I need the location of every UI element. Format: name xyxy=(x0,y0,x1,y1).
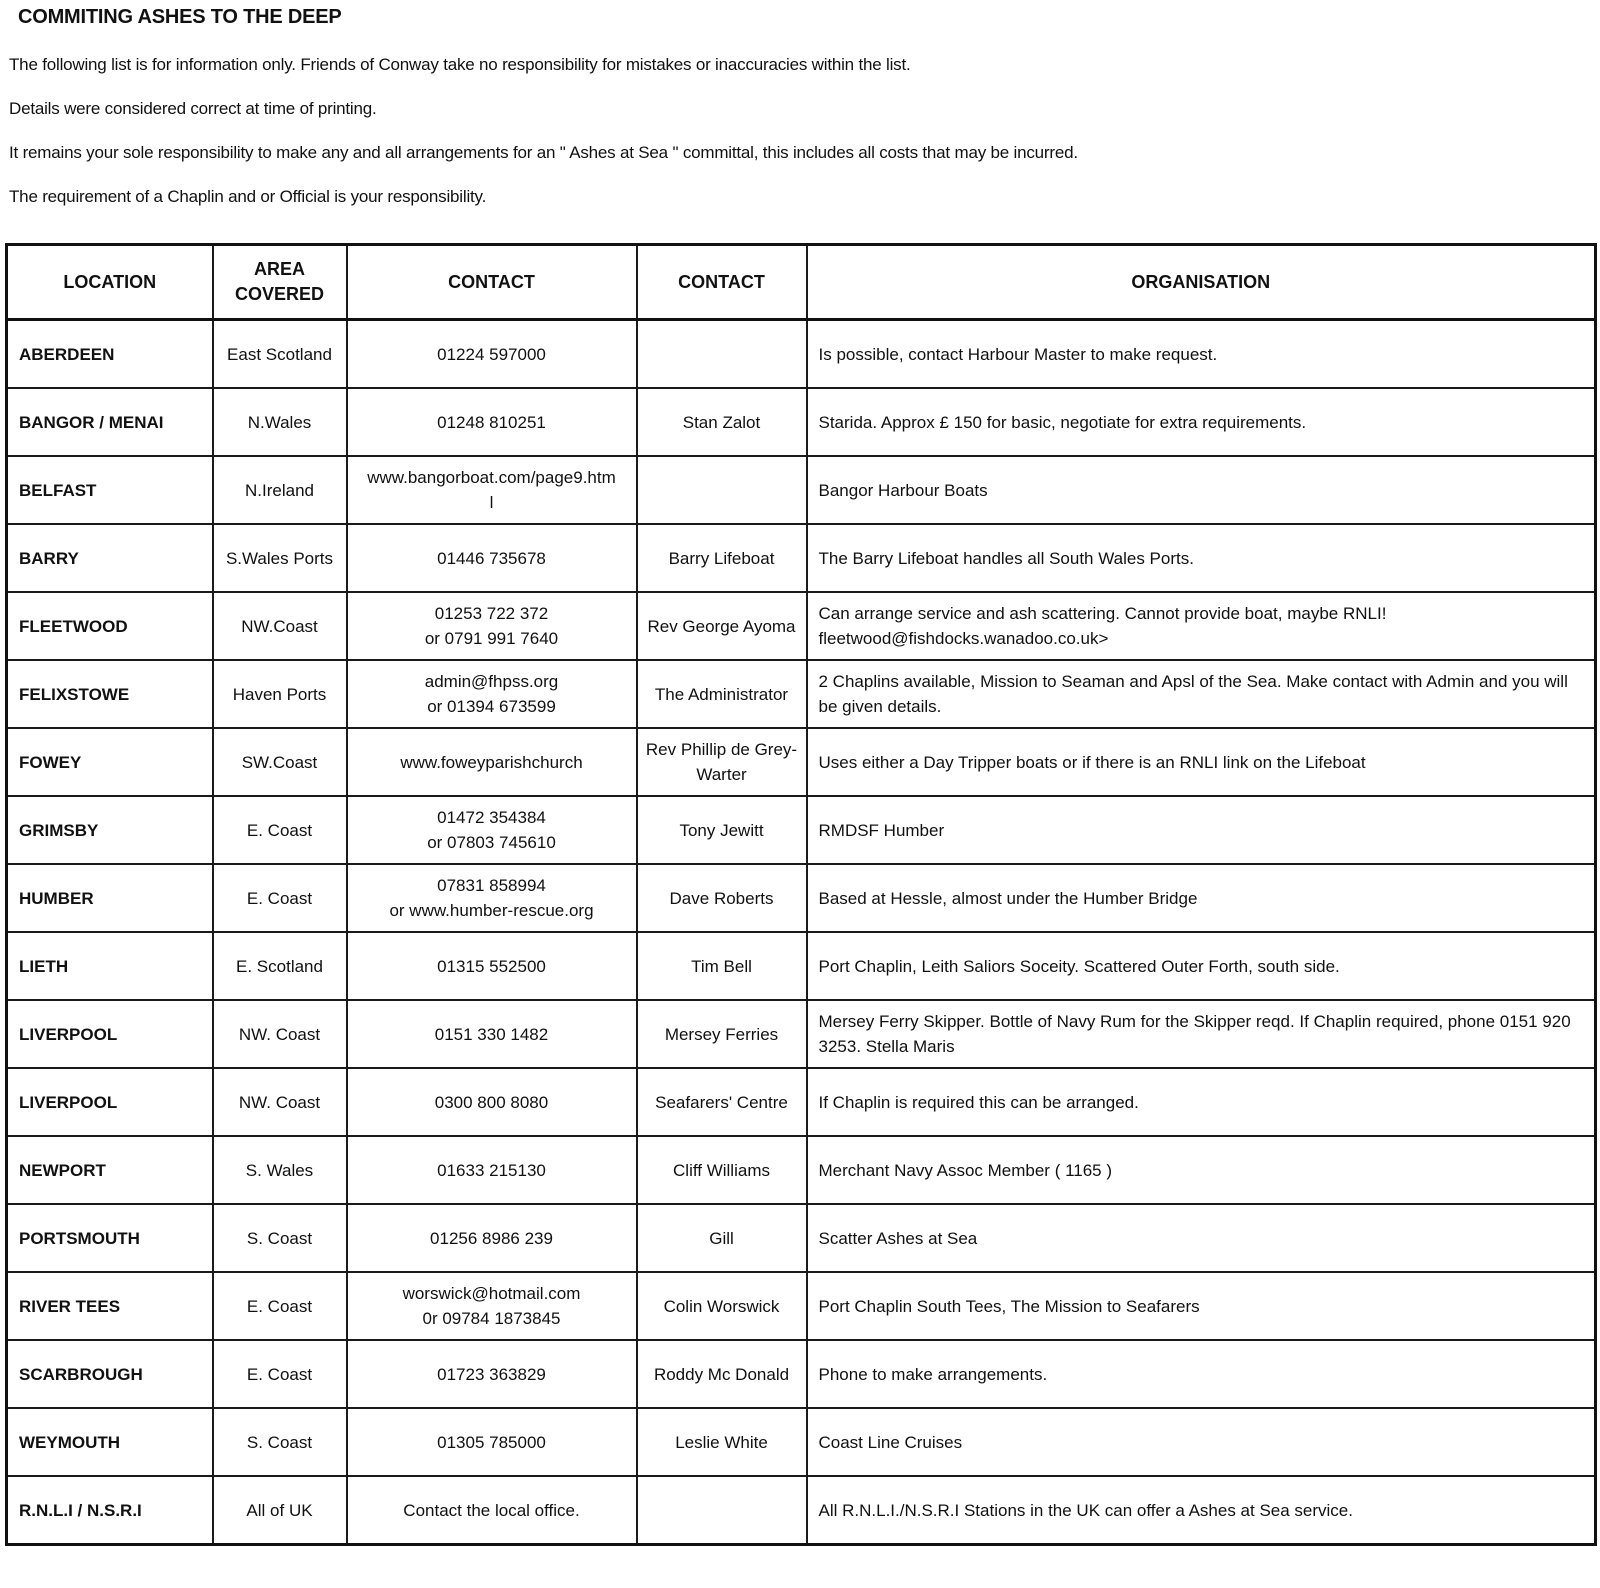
contact-name-cell xyxy=(637,728,807,796)
organisation-cell: Can arrange service and ash scattering. Cannot provide boat, maybe RNLI! fleetwood@fishdocks.wanadoo.co.uk> xyxy=(807,592,1596,660)
table-row xyxy=(7,728,1596,796)
contact-name-line: Rev George Ayoma xyxy=(647,616,796,636)
table-row xyxy=(7,456,1596,524)
document-title: COMMITING ASHES TO THE DEEP xyxy=(18,6,342,28)
disclaimer-paragraph: The following list is for information only. Friends of Conway take no responsibility for mistakes or inaccuracies within the list. xyxy=(9,55,911,74)
contact-name-cell xyxy=(637,1136,807,1204)
responsibility-paragraph: It remains your sole responsibility to make any and all arrangements for an " Ashes at Sea " committal, this includes all costs that may be incurred. xyxy=(9,143,1078,162)
area-covered-cell: E. Coast xyxy=(213,796,347,864)
area-covered-cell: S.Wales Ports xyxy=(213,524,347,592)
organisation-cell: Merchant Navy Assoc Member ( 1165 ) xyxy=(807,1136,1596,1204)
contact-detail-line: 01723 363829 xyxy=(437,1364,546,1384)
header-area-covered xyxy=(213,245,347,320)
contact-detail-cell xyxy=(347,1000,637,1068)
contact-name-cell xyxy=(637,320,807,389)
contact-detail-line: or www.humber-rescue.org xyxy=(389,901,594,920)
contact-detail-line: 07831 858994 xyxy=(437,876,546,895)
contact-detail-line: www.bangorboat.com/page9.htm xyxy=(367,468,616,487)
organisation-cell: Port Chaplin, Leith Saliors Soceity. Scattered Outer Forth, south side. xyxy=(807,932,1596,1000)
table-row xyxy=(7,320,1596,389)
contact-detail-cell xyxy=(347,1136,637,1204)
contact-detail-cell xyxy=(347,1476,637,1545)
area-covered-cell: East Scotland xyxy=(213,320,347,389)
table-row xyxy=(7,1000,1596,1068)
contact-detail-line: 01256 8986 239 xyxy=(430,1228,553,1248)
organisation-cell: Port Chaplin South Tees, The Mission to Seafarers xyxy=(807,1272,1596,1340)
contact-detail-line: l xyxy=(489,493,494,512)
organisation-cell: Based at Hessle, almost under the Humber Bridge xyxy=(807,864,1596,932)
area-covered-cell: NW. Coast xyxy=(213,1068,347,1136)
contact-detail-line: 01315 552500 xyxy=(437,956,546,976)
contact-name-line: Seafarers' Centre xyxy=(655,1092,788,1112)
organisation-cell: All R.N.L.I./N.S.R.I Stations in the UK can offer a Ashes at Sea service. xyxy=(807,1476,1596,1545)
area-covered-cell: E. Coast xyxy=(213,1272,347,1340)
contact-name-cell xyxy=(637,456,807,524)
contact-name-cell xyxy=(637,796,807,864)
area-covered-cell: E. Coast xyxy=(213,1340,347,1408)
contact-detail-line: Contact the local office. xyxy=(403,1500,580,1520)
location-cell: BARRY xyxy=(7,524,213,592)
area-covered-cell: All of UK xyxy=(213,1476,347,1545)
ashes-at-sea-table xyxy=(5,243,1597,1546)
contact-name-line: Barry Lifeboat xyxy=(668,548,775,568)
location-cell: RIVER TEES xyxy=(7,1272,213,1340)
contact-name-cell xyxy=(637,1272,807,1340)
contact-detail-cell xyxy=(347,660,637,728)
contact-detail-line: or 01394 673599 xyxy=(427,697,556,716)
header-area-line1: AREA xyxy=(253,259,305,279)
location-cell: SCARBROUGH xyxy=(7,1340,213,1408)
table-row xyxy=(7,1068,1596,1136)
location-cell: R.N.L.I / N.S.R.I xyxy=(7,1476,213,1545)
contact-name-cell xyxy=(637,592,807,660)
contact-detail-cell xyxy=(347,320,637,389)
contact-detail-cell xyxy=(347,1408,637,1476)
contact-name-cell xyxy=(637,864,807,932)
area-covered-cell: S. Wales xyxy=(213,1136,347,1204)
location-cell: BANGOR / MENAI xyxy=(7,388,213,456)
location-cell: NEWPORT xyxy=(7,1136,213,1204)
accuracy-paragraph: Details were considered correct at time of printing. xyxy=(9,99,377,118)
contact-name-cell xyxy=(637,1068,807,1136)
contact-detail-line: 0300 800 8080 xyxy=(434,1092,549,1112)
contact-name-cell xyxy=(637,660,807,728)
contact-detail-cell xyxy=(347,592,637,660)
area-covered-cell: N.Ireland xyxy=(213,456,347,524)
header-contact-2: CONTACT xyxy=(637,245,807,320)
contact-name-line: Leslie White xyxy=(675,1432,768,1452)
contact-name-line: The Administrator xyxy=(654,684,789,704)
contact-name-line: Roddy Mc Donald xyxy=(653,1364,790,1384)
contact-name-cell xyxy=(637,932,807,1000)
contact-detail-cell xyxy=(347,1272,637,1340)
contact-detail-line: 01446 735678 xyxy=(437,548,546,568)
location-cell: LIVERPOOL xyxy=(7,1068,213,1136)
table-row xyxy=(7,932,1596,1000)
table-row xyxy=(7,388,1596,456)
organisation-cell: 2 Chaplins available, Mission to Seaman and Apsl of the Sea. Make contact with Admin and you will be given details. xyxy=(807,660,1596,728)
table-row xyxy=(7,524,1596,592)
header-organisation: ORGANISATION xyxy=(807,245,1596,320)
location-cell: HUMBER xyxy=(7,864,213,932)
area-covered-cell: E. Coast xyxy=(213,864,347,932)
location-cell: FLEETWOOD xyxy=(7,592,213,660)
contact-detail-line: or 0791 991 7640 xyxy=(424,629,559,648)
organisation-cell: Mersey Ferry Skipper. Bottle of Navy Rum for the Skipper reqd. If Chaplin required, phone 0151 920 3253. Stella Maris xyxy=(807,1000,1596,1068)
contact-name-line: Mersey Ferries xyxy=(664,1024,779,1044)
contact-detail-line: 01248 810251 xyxy=(437,412,546,432)
contact-name-line: Stan Zalot xyxy=(682,412,761,432)
contact-detail-cell xyxy=(347,1068,637,1136)
contact-detail-line: www.foweyparishchurch xyxy=(400,752,583,772)
area-covered-cell: S. Coast xyxy=(213,1408,347,1476)
contact-detail-cell xyxy=(347,864,637,932)
contact-detail-line: 0r 09784 1873845 xyxy=(422,1309,561,1328)
contact-name-cell xyxy=(637,524,807,592)
organisation-cell: Phone to make arrangements. xyxy=(807,1340,1596,1408)
contact-detail-line: worswick@hotmail.com xyxy=(402,1284,581,1303)
table-row xyxy=(7,796,1596,864)
area-covered-cell: Haven Ports xyxy=(213,660,347,728)
organisation-cell: Scatter Ashes at Sea xyxy=(807,1204,1596,1272)
contact-name-line: Rev Phillip de Grey- xyxy=(645,740,798,759)
contact-detail-line: 01224 597000 xyxy=(437,344,546,364)
location-cell: WEYMOUTH xyxy=(7,1408,213,1476)
contact-name-line: Warter xyxy=(696,765,747,784)
chaplin-paragraph: The requirement of a Chaplin and or Official is your responsibility. xyxy=(9,187,487,206)
contact-name-line: Dave Roberts xyxy=(669,888,774,908)
area-covered-cell: S. Coast xyxy=(213,1204,347,1272)
contact-name-line: Cliff Williams xyxy=(673,1160,770,1180)
contact-detail-cell xyxy=(347,456,637,524)
contact-name-cell xyxy=(637,1204,807,1272)
contact-name-line: Tim Bell xyxy=(691,956,752,976)
organisation-cell: Coast Line Cruises xyxy=(807,1408,1596,1476)
location-cell: LIVERPOOL xyxy=(7,1000,213,1068)
location-cell: FOWEY xyxy=(7,728,213,796)
contact-detail-cell xyxy=(347,1204,637,1272)
location-cell: PORTSMOUTH xyxy=(7,1204,213,1272)
contact-name-line: Colin Worswick xyxy=(663,1296,780,1316)
header-contact-1: CONTACT xyxy=(347,245,637,320)
area-covered-cell: SW.Coast xyxy=(213,728,347,796)
contact-name-line: Gill xyxy=(709,1228,734,1248)
organisation-cell: Is possible, contact Harbour Master to make request. xyxy=(807,320,1596,389)
contact-name-cell xyxy=(637,388,807,456)
header-location: LOCATION xyxy=(7,245,213,320)
location-cell: BELFAST xyxy=(7,456,213,524)
contact-detail-line: admin@fhpss.org xyxy=(424,672,559,691)
organisation-cell: Uses either a Day Tripper boats or if there is an RNLI link on the Lifeboat xyxy=(807,728,1596,796)
table-row xyxy=(7,1272,1596,1340)
table-row xyxy=(7,1204,1596,1272)
contact-detail-line: 01633 215130 xyxy=(437,1160,546,1180)
location-cell: GRIMSBY xyxy=(7,796,213,864)
organisation-cell: If Chaplin is required this can be arranged. xyxy=(807,1068,1596,1136)
contact-name-cell xyxy=(637,1340,807,1408)
contact-name-line: Tony Jewitt xyxy=(679,820,764,840)
contact-detail-cell xyxy=(347,1340,637,1408)
contact-detail-line: 01305 785000 xyxy=(437,1432,546,1452)
contact-name-cell xyxy=(637,1476,807,1545)
area-covered-cell: E. Scotland xyxy=(213,932,347,1000)
contact-name-cell xyxy=(637,1000,807,1068)
table-row xyxy=(7,1476,1596,1545)
contact-detail-line: 01253 722 372 xyxy=(434,604,549,623)
area-covered-cell: NW. Coast xyxy=(213,1000,347,1068)
contact-detail-line: 01472 354384 xyxy=(437,808,546,827)
contact-detail-cell xyxy=(347,932,637,1000)
table-header xyxy=(7,245,1596,320)
location-cell: ABERDEEN xyxy=(7,320,213,389)
contact-detail-cell xyxy=(347,728,637,796)
contact-detail-line: 0151 330 1482 xyxy=(434,1024,549,1044)
organisation-cell: Bangor Harbour Boats xyxy=(807,456,1596,524)
organisation-cell: Starida. Approx £ 150 for basic, negotiate for extra requirements. xyxy=(807,388,1596,456)
organisation-cell: RMDSF Humber xyxy=(807,796,1596,864)
location-cell: LIETH xyxy=(7,932,213,1000)
organisation-cell: The Barry Lifeboat handles all South Wales Ports. xyxy=(807,524,1596,592)
table-row xyxy=(7,660,1596,728)
header-area-line2: COVERED xyxy=(234,284,324,304)
contact-detail-cell xyxy=(347,796,637,864)
table-row xyxy=(7,592,1596,660)
location-cell: FELIXSTOWE xyxy=(7,660,213,728)
area-covered-cell: NW.Coast xyxy=(213,592,347,660)
contact-detail-line: or 07803 745610 xyxy=(427,833,556,852)
table-row xyxy=(7,1136,1596,1204)
table-body xyxy=(7,320,1596,1545)
table-row xyxy=(7,1340,1596,1408)
area-covered-cell: N.Wales xyxy=(213,388,347,456)
table-row xyxy=(7,1408,1596,1476)
contact-detail-cell xyxy=(347,388,637,456)
contact-detail-cell xyxy=(347,524,637,592)
table-row xyxy=(7,864,1596,932)
contact-name-cell xyxy=(637,1408,807,1476)
